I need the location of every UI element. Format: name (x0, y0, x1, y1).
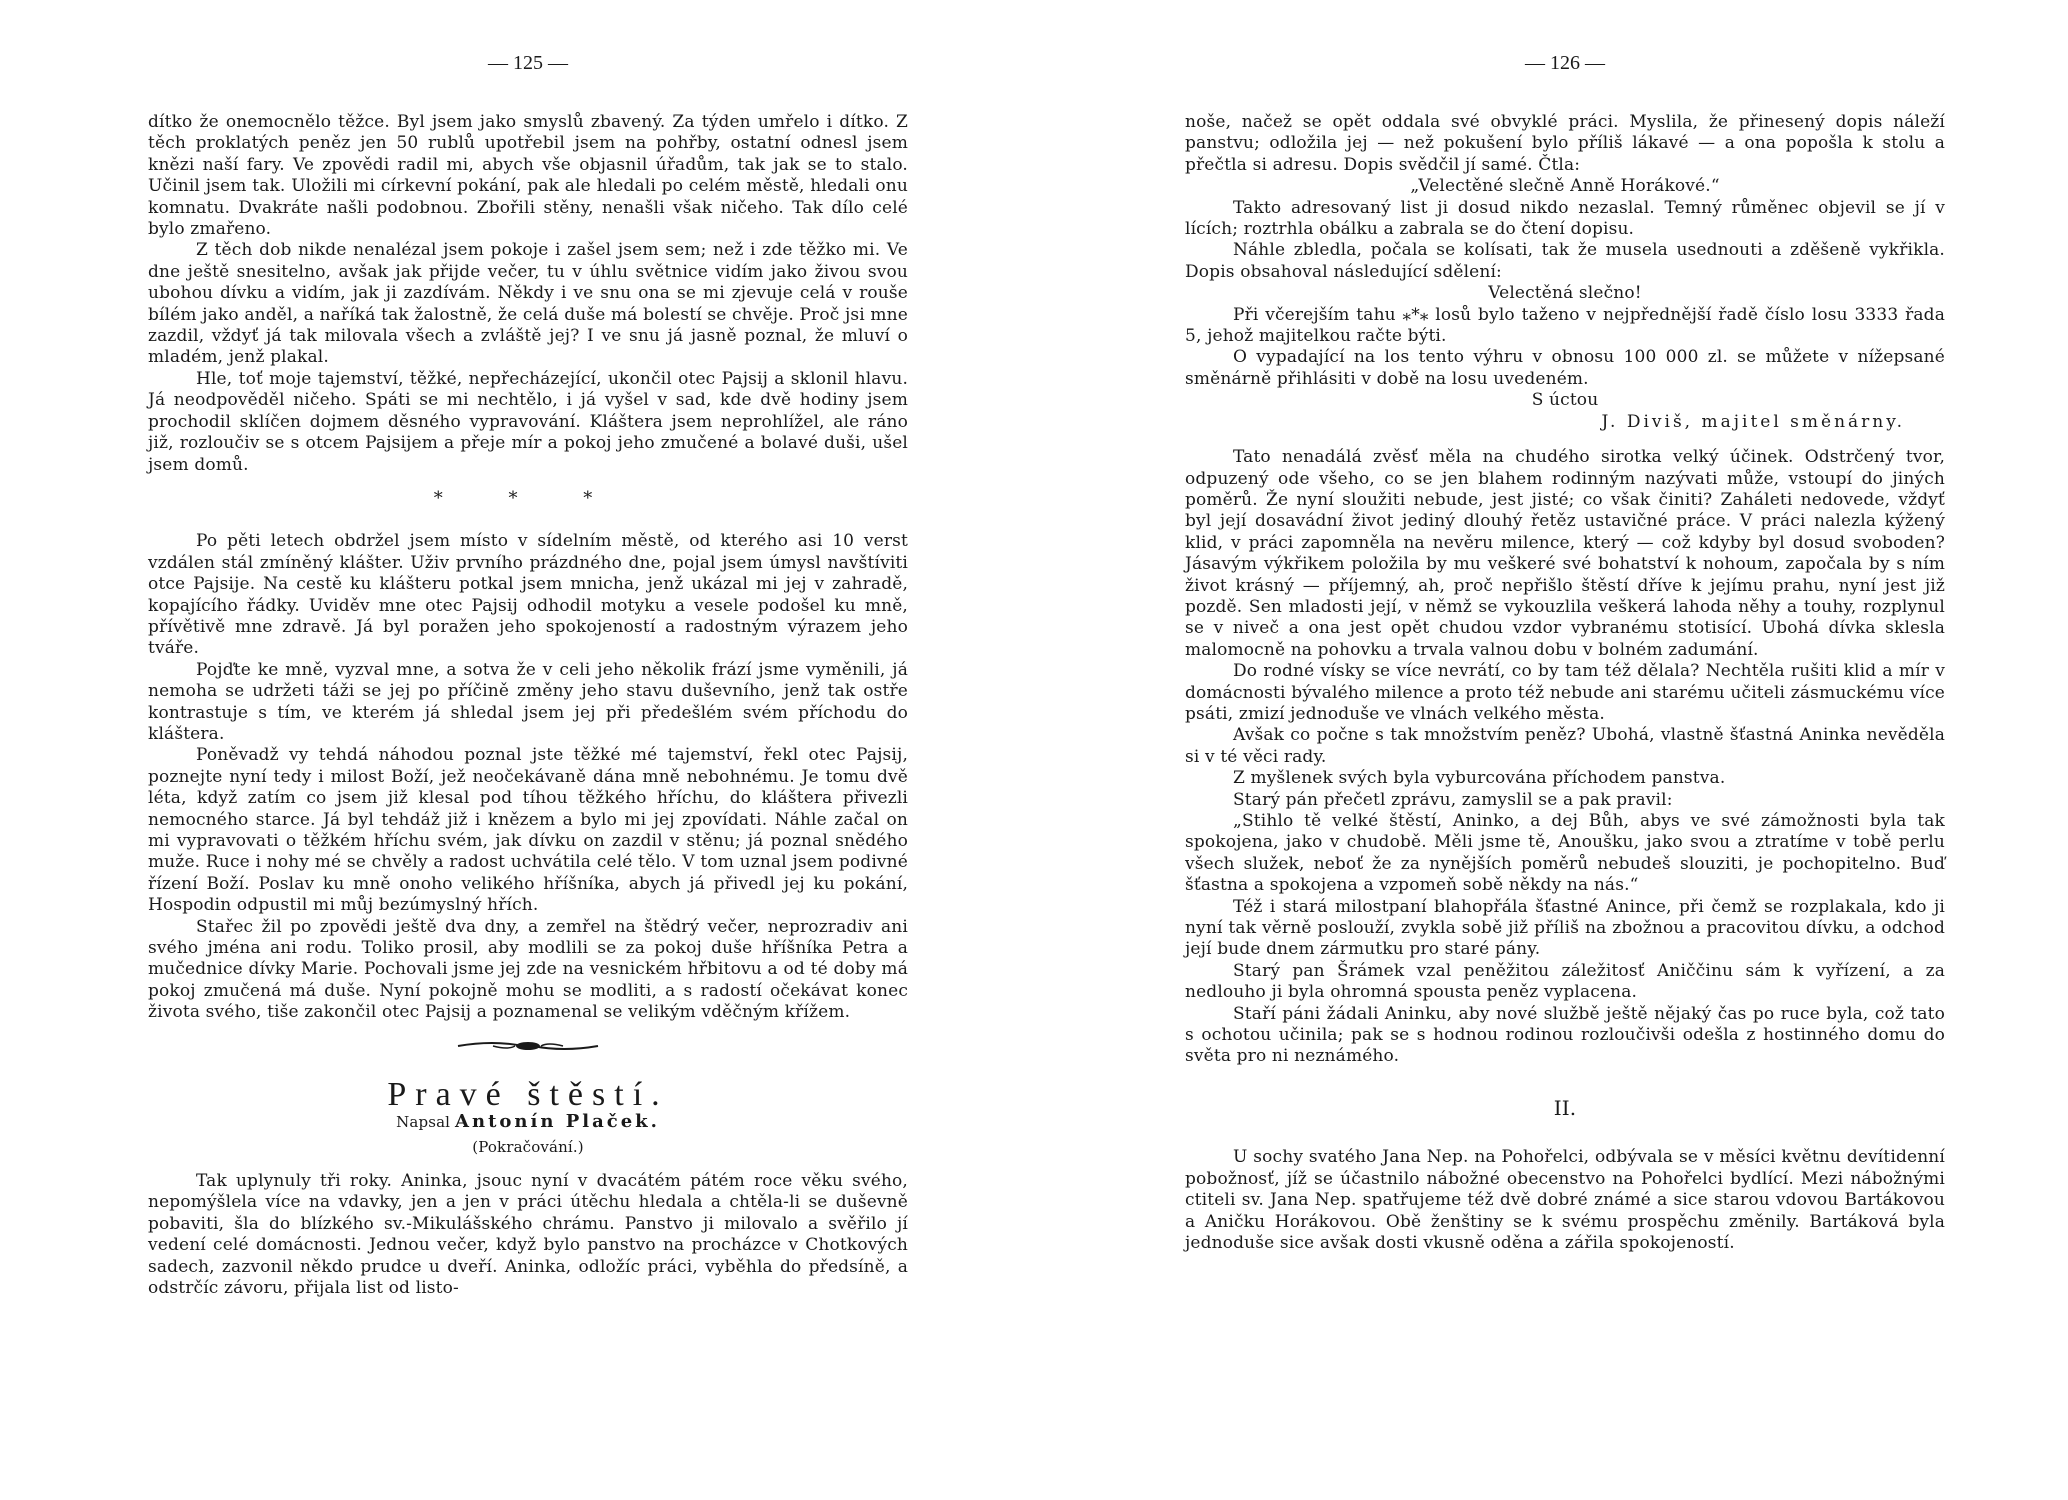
letter-salutation: Velectěná slečno! (1488, 283, 1642, 304)
left-page-text (148, 112, 908, 1299)
paragraph: dítko že onemocnělo těžce. Byl jsem jako smyslů zbavený. Za týden umřelo i dítko. Z těch proklatých peněz jen 50 rublů upotřebil jsem na pohřby, ostatní odnesl jsem knězi naší fary. Ve zpovědi radil mi, abych vše objasnil úřadům, tak jak se to stalo. Učinil jsem tak. Uložili mi církevní pokání, pak ale hledali po celém městě, hledali onu komnatu. Dvakráte našli podobnou. Zbořili stěny, nenašli však ničeho. Tak dílo celé bylo zmařeno. (148, 112, 908, 240)
paragraph: Starý pan Šrámek vzal peněžitou záležitosť Aniččinu sám k vyřízení, a za nedlouho ji byla ohromná spousta peněz vyplacena. (1185, 960, 1945, 1003)
paragraph: Tak uplynuly tři roky. Aninka, jsouc nyní v dvacátém pátém roce věku svého, nepomýšlela více na vdavky, jen a jen v práci útěchu hledala a chtěla-li se duševně pobaviti, šla do blízkého sv.-Mikulášského chrámu. Panstvo ji milovalo a svěřilo jí vedení celé domácnosti. Jednou večer, když bylo panstvo na procházce v Chotkových sadech, zazvonil někdo prudce u dveří. Aninka, odložíc práci, vyběhla do předsíně, a odstrčíc závoru, přijala list od listo- (148, 1170, 908, 1298)
paragraph: U sochy svatého Jana Nep. na Pohořelci, odbývala se v měsíci květnu devítidenní pobožnosť, jíž se účastnilo nábožné obecenstvo na Pohořelci bydlící. Mezi nábožnými ctiteli sv. Jana Nep. spatřujeme též dvě dobré známé a sice starou vdovou Bartákovou a Aničku Horákovou. Obě ženštiny se k svému prospěchu změnily. Bartáková byla jednoduše sice avšak dosti vkusně oděna a zářila spokojeností. (1185, 1147, 1945, 1253)
continuation-note: (Pokračování.) (472, 1138, 584, 1157)
paragraph: Takto adresovaný list ji dosud nikdo nezaslal. Temný růměnec objevil se jí v lících; roztrhla obálku a zabrala se do čtení dopisu. (1185, 197, 1945, 240)
paragraph: Po pěti letech obdržel jsem místo v sídelním městě, od kterého asi 10 verst vzdálen stál zmíněný klášter. Uživ prvního prázdného dne, pojal jsem úmysl navštíviti otce Pajsije. Na cestě ku klášteru potkal jsem mnicha, jenž ukázal mi jej v zahradě, kopajícího řádky. Uviděv mne otec Pajsij odhodil motyku a vesele podošel ku mně, přívětivě mne zdravě. Já byl poražen jeho spokojeností a radostným výrazem jeho tváře. (148, 531, 908, 659)
page-number-right: — 126 — (1525, 52, 1605, 74)
byline (148, 1111, 908, 1133)
paragraph: Do rodné vísky se více nevrátí, co by tam též dělala? Nechtěla rušiti klid a mír v domácnosti bývalého milence a proto též nebude ani starému učiteli zásmuckému více psáti, zmizí jednoduše ve vlnách velkého města. (1185, 661, 1945, 724)
ornament-divider (453, 1038, 603, 1054)
story-title: Pravé štěstí. (387, 1075, 669, 1113)
letter-address: „Velectěné slečně Anně Horákové.“ (1410, 176, 1720, 197)
letter-line: Při včerejším tahu ⁎*⁎ losů bylo taženo v nejpřednější řadě číslo losu 3333 řada 5, jehož majitelkou račte býti. (1185, 304, 1945, 347)
paragraph: Z myšlenek svých byla vyburcována příchodem panstva. (1233, 768, 1726, 789)
paragraph: Stařec žil po zpovědi ještě dva dny, a zemřel na štědrý večer, neprozradiv ani svého jména ani rodu. Toliko prosil, aby modlili se za pokoj duše hříšníka Petra a mučednice dívky Marie. Pochovali jsme jej zde na vesnickém hřbitovu a od té doby má pokoj zmučená má duše. Nyní pokojně mohu se modliti, a s radostí očekávat konec života svého, tiše zakončil otec Pajsij a poznamenal se velikým vděčným křížem. (148, 916, 908, 1023)
paragraph: Hle, toť moje tajemství, těžké, nepřecházející, ukončil otec Pajsij a sklonil hlavu. Já neodpověděl ničeho. Spáti se mi nechtělo, i já vyšel v sad, kde dvě hodiny jsem prochodil sklíčen dojmem děsného vypravování. Kláštera jsem neprohlížel, ale ráno již, rozloučiv se s otcem Pajsijem a přeje mír a pokoj jeho zmučené a bolavé duši, ušel jsem domů. (148, 368, 908, 475)
paragraph: Též i stará milostpaní blahopřála šťastné Anince, při čemž se rozplakala, kdo ji nyní tak věrně poslouží, zvykla sobě již příliš na zbožnou a pracovitou dívku, a odchod její bude dnem zármutku pro staré pány. (1185, 896, 1945, 960)
paragraph: Poněvadž vy tehdá náhodou poznal jste těžké mé tajemství, řekl otec Pajsij, poznejte nyní tedy i milost Boží, jež neočekávaně dána mně nebohnému. Je tomu dvě léta, když zatím co jsem již klesal pod tíhou těžkého hříchu, do kláštera přivezli nemocného starce. Já byl tehdáž již i knězem a bylo mi jej zpovídati. Náhle začal on mi vypravovati o těžkém hříchu svém, jak dívku on zazdil v stěnu; já poznal snědého muže. Ruce i nohy mé se chvěly a radost uchvátila celé tělo. V tom uznal jsem podivné řízení Boží. Poslav ku mně onoho velikého hříšníka, abych já přivedl jej ku pokání, Hospodin odpustil mi můj bezúmyslný hřích. (148, 745, 908, 916)
paragraph: Avšak co počne s tak množstvím peněz? Ubohá, vlastně šťastná Aninka nevěděla si v té věci rady. (1185, 725, 1945, 767)
section-number: II. (1553, 1095, 1577, 1120)
paragraph: noše, načež se opět oddala své obvyklé práci. Myslila, že přinesený dopis náleží panstvu; odložila jej — než pokušení bylo příliš lákavé — a ona popošla k stolu a přečtla si adresu. Dopis svědčil jí samé. Čtla: (1185, 112, 1945, 175)
letter-line: O vypadající na los tento výhru v obnosu 100 000 zl. se můžete v nížepsané směnárně přihlásiti v době na losu uvedeném. (1185, 347, 1945, 389)
byline-prefix: Napsal (396, 1113, 451, 1132)
paragraph: Starý pán přečetl zprávu, zamyslil se a pak pravil: (1233, 789, 1673, 810)
paragraph: Náhle zbledla, počala se kolísati, tak že musela usednouti a zděšeně vykřikla. Dopis obsahoval následující sdělení: (1185, 240, 1945, 282)
letter-closing: S úctou (1531, 390, 1599, 411)
page-number-left: — 125 — (488, 52, 568, 74)
paragraph: Tato nenadálá zvěsť měla na chudého sirotka velký účinek. Odstrčený tvor, odpuzený ode všeho, co se jen blahem rodinným nazývati může, vstoupí do jiných poměrů. Že nyní sloužiti nebude, jest jisté; co však činiti? Zaháleti nedovede, vždyť byl její dosavádní život jediný dlouhý řetěz ustavičné práce. V práci nalezla kýžený klid, v práci zapomněla na nevěru milence, který — což kdyby byl dosud svoboden? Jásavým výkřikem položila by mu veškeré své bohatství k nohoum, započala by s ním život krásný — příjemný, ah, proč nepřišlo štěstí dříve k jejímu prahu, nyní jest již pozdě. Sen mladosti její, v němž se vykouzlila veškerá lahoda něhy a touhy, rozplynul se v niveč a ona jest opět chudou vzdor vybranému stotisící. Ubohá dívka sklesla malomocně na pohovku a trvala valnou dobu v bolném zadumání. (1185, 447, 1945, 660)
right-page-text (1185, 112, 1945, 1254)
byline-author: Antonín Plaček. (455, 1111, 660, 1133)
paragraph: Pojďte ke mně, vyzval mne, a sotva že v celi jeho několik frází jsme vyměnili, já nemoha se udržeti táži se jej po příčině změny jeho stavu duševního, jenž tak ostře kontrastuje s tím, ve kterém já shledal jsem jej při předešlém svém příchodu do kláštera. (148, 659, 908, 744)
paragraph: Z těch dob nikde nenalézal jsem pokoje i zašel jsem sem; než i zde těžko mi. Ve dne ještě snesitelno, avšak jak přijde večer, tu v úhlu světnice vidím jako živou svou ubohou dívku a vidím, jak ji zazdívám. Někdy i ve snu ona se mi zjevuje celá v rouše bílém jako anděl, a naříká tak žalostně, že celá duše má bolestí se chvěje. Proč jsi mne zazdil, vždyť já tak milovala všech a zvláště jej? I ve snu já jasně poznal, že mluví o mladém, jenž plakal. (148, 240, 908, 368)
paragraph: „Stihlo tě velké štěstí, Aninko, a dej Bůh, abys ve své zámožnosti byla tak spokojena, jako v chudobě. Měli jsme tě, Anoušku, jako svou a ztratíme v tobě perlu všech služek, neboť že za nynějších poměrů nebudeš slouziti, je pochopitelno. Buď šťastna a spokojena a vzpomeň sobě někdy na nás.“ (1185, 811, 1945, 896)
letter-signature: J. Diviš, majitel směnárny. (1601, 411, 1905, 432)
paragraph: Staří páni žádali Aninku, aby nové službě ještě nějaký čas po ruce byla, což tato s ochotou učinila; pak se s hodnou rodinou rozloučivši odešla z hostinného domu do světa pro ni neznámého. (1185, 1003, 1945, 1067)
section-break-stars: * * * (433, 487, 623, 509)
